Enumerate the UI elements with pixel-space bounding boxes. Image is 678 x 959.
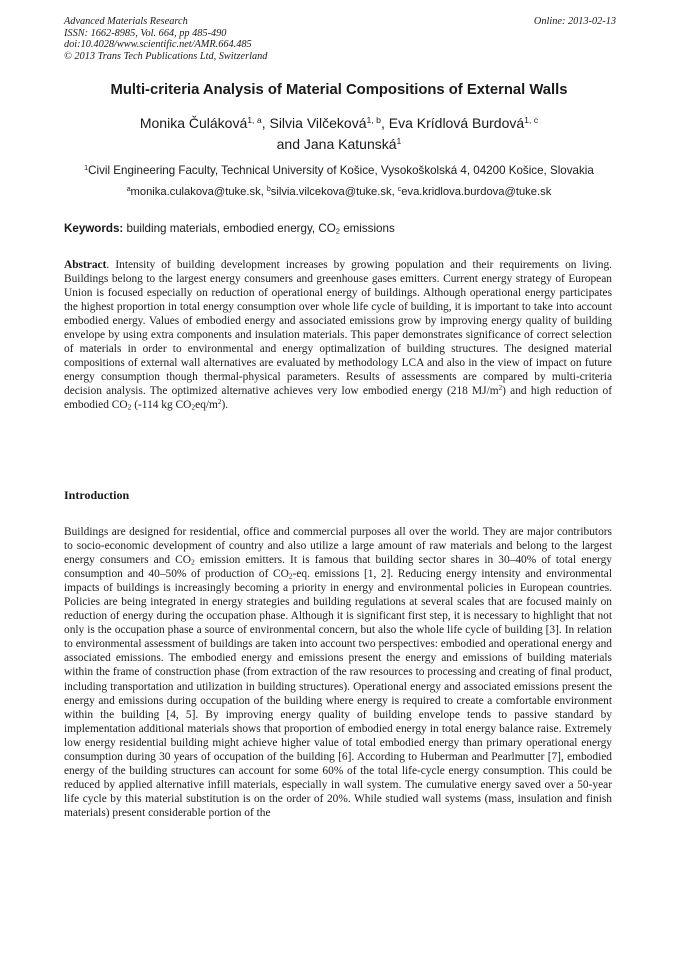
email-sup: c xyxy=(397,186,402,194)
author-line-2 xyxy=(40,134,638,155)
journal-name: Advanced Materials Research xyxy=(64,16,188,27)
email-list xyxy=(30,186,648,198)
abstract-sub: 2 xyxy=(127,402,132,412)
intro-sub: 2 xyxy=(191,557,195,567)
doi-line: doi:10.4028/www.scientific.net/AMR.664.485 xyxy=(64,39,252,51)
abstract-sub: 2 xyxy=(191,402,196,412)
issn-line: ISSN: 1662-8985, Vol. 664, pp 485-490 xyxy=(64,27,227,39)
author-name: Jana Katunská xyxy=(303,136,397,152)
keywords xyxy=(64,222,624,235)
author-separator: , xyxy=(380,115,389,131)
email-link[interactable]: silvia.vilcekova@tuke.sk xyxy=(270,186,392,198)
affiliation-text: Civil Engineering Faculty, Technical University of Košice, Vysokoškolská 4, 04200 Košice, Slovakia xyxy=(88,164,594,177)
intro-text: Buildings are designed for residential, office and commercial purposes all over the world. They are major contributors to socio-economic development of country and also utilize a large amount of raw materials and belong to the largest energy consumers and CO xyxy=(64,526,612,567)
author-sup: 1, a xyxy=(247,115,262,126)
author-sup: 1, c xyxy=(524,115,539,126)
keywords-label: Keywords: xyxy=(64,222,124,235)
email-sup: a xyxy=(126,186,131,194)
author-line-1 xyxy=(40,113,638,134)
abstract-text: ). xyxy=(221,399,229,412)
abstract-sup: 2 xyxy=(498,384,503,393)
abstract-sup: 2 xyxy=(217,398,222,407)
intro-text: -eq. emissions [1, 2]. Reducing energy intensity and environmental impacts of buildings is increasingly becoming a priority in energy and environmental policies in European countries. Policies are being integrated in energy strategies and building regulations at several scales that are focused mainly on reduction of energy during the occupation phase. Although it is significant first step, it is necessary to highlight that not only is the occupation phase a source of environmental concern, but also the whole life cycle of building [3]. In relation to environmental assessment of buildings are taken into account two perspectives: embodied and operational energy and associated emissions. The embodied energy and emissions present the energy and emissions of building materials within the frame of construction phase (from extraction of the raw resources to processing and creating of final product, including transportation and utilization in building structures). Operational energy and associated emissions present the energy and emissions during occupation of the building where energy is required to create a comfortable environment within the building [4, 5]. By improving energy quality of building envelope tends to passive standard by implementation additional materials shows that proportion of embodied energy in total energy balance raise. Extremely low energy residential building might achieve higher value of total embodied energy than primary operational energy consumption during 30 years of occupation of the building [6]. According to Huberman and Pearlmutter [7], embodied energy of the building structures can account for some 60% of the total life-cycle energy consumption. This could be reduced by applied alternative infill materials, especially in wall system. The cumulative energy saved over a 50-year life cycle by this material substitution is on the order of 20%. While studied wall systems (mass, insulation and finish materials) present considerable portion of the xyxy=(64,568,612,819)
copyright-line: © 2013 Trans Tech Publications Ltd, Switzerland xyxy=(64,50,268,62)
paper-title: Multi-criteria Analysis of Material Compositions of External Walls xyxy=(110,82,568,98)
abstract-text: eq/m xyxy=(195,399,218,412)
abstract-text: (-114 kg CO xyxy=(131,399,192,412)
author-list xyxy=(40,113,638,155)
email-separator: , xyxy=(391,186,398,198)
affiliation xyxy=(30,164,648,177)
author-conjunction: and xyxy=(276,136,304,152)
keywords-sub: 2 xyxy=(335,226,340,236)
email-link[interactable]: monika.culakova@tuke.sk xyxy=(130,186,261,198)
introduction-heading: Introduction xyxy=(64,488,130,502)
author-name: Silvia Vilčeková xyxy=(269,115,367,131)
intro-text: emission emitters. It is famous that building sector shares in 30–40% of total energy consumption and 40–50% of production of CO xyxy=(64,554,612,581)
keywords-text: building materials, embodied energy, CO xyxy=(123,222,336,235)
author-name: Monika Čuláková xyxy=(139,115,248,131)
abstract-text: ) and high reduction of embodied CO xyxy=(64,385,613,412)
keywords-tail: emissions xyxy=(339,222,395,235)
author-name: Eva Krídlová Burdová xyxy=(388,115,525,131)
journal-header xyxy=(64,16,616,62)
email-separator: , xyxy=(260,186,267,198)
abstract-label: Abstract xyxy=(64,259,107,271)
email-sup: b xyxy=(266,186,271,194)
abstract-text: . Intensity of building development increases by growing population and their requirements on living. Buildings belong to the largest energy consumers and greenhouse gases emitters. Current energy strategy of European Union is focused especially on reduction of operational energy of buildings. Although operational energy participates the highest proportion in total energy consumption over whole life cycle of building, it is important to take into account embodied energy. Values of embodied energy and associated emissions grow by improving energy quality of building envelope by using extra components and insulation materials. This paper demonstrates significance of correct selection of materials in order to environmental and energy optimalization of building structures. The designed material compositions of external wall alternatives are evaluated by methodology LCA and also in the view of impact on future energy consumption though thermal-physical parameters. Results of assessments are compared by multi-criteria decision analysis. The optimized alternative achieves very low embodied energy (218 MJ/m xyxy=(64,259,612,398)
author-sup: 1 xyxy=(396,136,402,147)
online-date: Online: 2013-02-13 xyxy=(533,16,616,27)
intro-sub: 2 xyxy=(288,571,293,581)
email-link[interactable]: eva.kridlova.burdova@tuke.sk xyxy=(401,186,552,198)
abstract-paragraph xyxy=(64,258,612,413)
introduction-paragraph xyxy=(64,525,612,820)
author-separator: , xyxy=(261,115,270,131)
affiliation-sup: 1 xyxy=(84,163,89,173)
author-sup: 1, b xyxy=(366,115,381,126)
